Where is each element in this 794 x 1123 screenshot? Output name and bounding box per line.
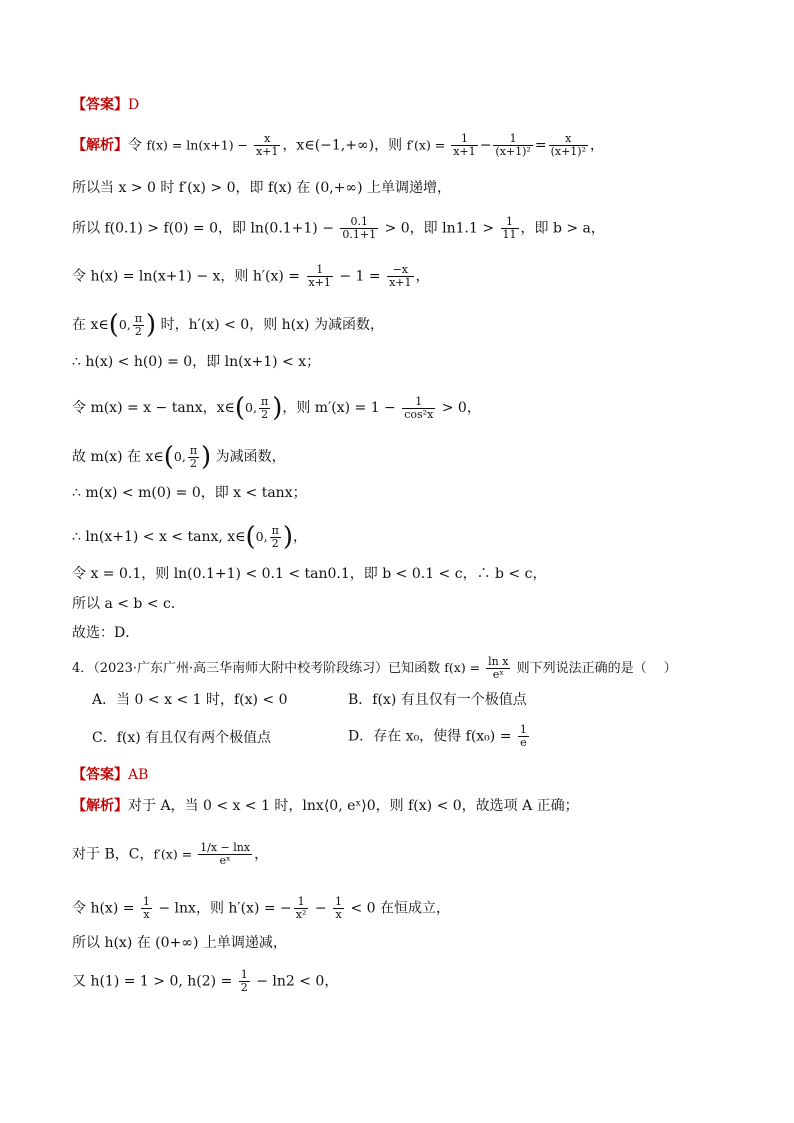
- answer-value: AB: [128, 767, 149, 783]
- denominator: 2: [271, 536, 279, 550]
- answer-value: D: [128, 97, 140, 113]
- text: D．存在 x₀，使得 f(x₀) =: [348, 728, 516, 745]
- solution-line-9: ∴ m(x) < m(0) = 0，即 x < tanx；: [72, 485, 307, 501]
- math: f(x) = ln(x+1) −: [146, 137, 253, 153]
- math: f′(x) =: [153, 846, 197, 862]
- text: ，x∈(−1,+∞)，则: [282, 137, 403, 154]
- fraction: [486, 656, 510, 681]
- numerator: 1: [335, 895, 343, 908]
- text: 对于 B，C，: [72, 846, 154, 863]
- denominator: 2: [189, 456, 197, 470]
- numerator: 1/x − lnx: [200, 841, 251, 854]
- solution2-line-5: [72, 969, 338, 994]
- fraction: [188, 445, 199, 470]
- denominator: eˣ: [492, 668, 504, 681]
- answer-line-1: [72, 96, 139, 114]
- denominator: x+1: [389, 276, 412, 289]
- fraction: [333, 896, 344, 921]
- solution-line-11: 令 x = 0.1，则 ln(0.1+1) < 0.1 < tan0.1，即 b < 0.1 < c，∴ b < c，: [72, 566, 547, 582]
- fraction: [294, 896, 309, 921]
- fraction: [549, 133, 588, 158]
- text: 又 h(1) = 1 > 0, h(2) =: [72, 973, 237, 990]
- solution-line-7: 令 m(x) = x − tanx，x∈(0, $\frac{\pi}{2}$ )，则 m′(x) = 1 − $\frac{1}{\text{cos²x}}$ > 0，: [72, 393, 481, 423]
- numerator: π: [134, 311, 143, 325]
- fraction: [451, 133, 477, 158]
- numerator: ln x: [488, 655, 509, 668]
- solution-label: 【解析】: [72, 137, 128, 154]
- numerator: π: [271, 523, 279, 537]
- text: 令 h(x) =: [72, 900, 139, 917]
- fraction: [254, 133, 280, 158]
- solution-label: 【解析】: [72, 798, 128, 814]
- denominator: 2: [261, 407, 269, 421]
- solution2-line-2: [72, 842, 268, 867]
- numerator: 1: [493, 133, 532, 146]
- denominator: 2: [134, 324, 142, 338]
- denominator: x+1: [453, 145, 476, 158]
- denominator: e: [520, 736, 527, 749]
- answer-label: 【答案】: [72, 767, 128, 783]
- numerator: −x: [387, 264, 413, 277]
- denominator: x²: [295, 908, 307, 921]
- solution-line-1: 【解析】令 f(x) = ln(x+1) − $\frac{x}{x+1}$ ，x∈(−1,+∞)，则 f′(x) = $\frac{1}{x+1}$ − $\frac{1}{\text{(x+1)²}}$ = $\frac{x}{\text{(x+1)²}}$ ，: [72, 132, 604, 158]
- math: f(x) =: [444, 660, 485, 675]
- numerator: 1: [307, 264, 333, 277]
- denominator: x+1: [256, 145, 279, 158]
- numerator: 1: [451, 133, 477, 146]
- fraction: [340, 216, 378, 241]
- denominator: (x+1)²: [495, 145, 531, 158]
- numerator: x: [549, 133, 588, 146]
- denominator: eˣ: [219, 854, 231, 867]
- solution2-line-4: 所以 h(x) 在 (0+∞) 上单调递减，: [72, 935, 287, 951]
- text: 在 x∈: [72, 317, 109, 333]
- text: ，则 m′(x) = 1 −: [282, 400, 401, 416]
- fraction: [307, 264, 333, 289]
- solution-line-6: ∴ h(x) < h(0) = 0，即 ln(x+1) < x；: [72, 354, 321, 370]
- fraction: [501, 216, 519, 241]
- solution-line-13: 故选：D．: [72, 625, 140, 641]
- text: > 0，即 ln1.1 >: [380, 220, 499, 237]
- text: 令 h(x) = ln(x+1) − x，则 h′(x) =: [72, 268, 305, 285]
- solution-line-5: 在 x∈(0, $\frac{\pi}{2}$ ) 时，h′(x) < 0，则 h(x) 为减函数，: [72, 310, 384, 340]
- text: − ln2 < 0，: [251, 973, 339, 990]
- fraction: [402, 396, 435, 421]
- numerator: 1: [294, 896, 309, 909]
- fraction: [493, 133, 532, 158]
- denominator: 11: [502, 228, 517, 241]
- text: 所以 f(0.1) > f(0) = 0，即 ln(0.1+1) −: [72, 220, 339, 237]
- text: < 0 在恒成立，: [346, 900, 451, 917]
- text: − lnx，则 h′(x) = −: [153, 900, 292, 917]
- fraction: [518, 724, 529, 749]
- text: 为减函数，: [211, 449, 286, 465]
- answer-line-2: [72, 766, 148, 784]
- solution-line-3: [72, 216, 605, 241]
- solution2-line-3: [72, 896, 450, 921]
- solution-line-10: ∴ ln(x+1) < x < tanx, x∈(0, $\frac{\pi}{2}$ )，: [72, 522, 307, 552]
- denominator: 2: [240, 981, 248, 994]
- answer-label: 【答案】: [72, 97, 128, 113]
- numerator: π: [260, 394, 269, 408]
- text: ，: [293, 529, 307, 545]
- fraction: [198, 842, 252, 867]
- fraction: [133, 313, 144, 338]
- solution2-line-1: [72, 797, 579, 815]
- text: 令 m(x) = x − tanx，x∈: [72, 400, 235, 416]
- text: 对于 A，当 0 < x < 1 时，lnx⟨0, eˣ⟩0，则 f(x) < 0，故选项 A 正确；: [128, 798, 579, 814]
- text: 4．（2023·广东广州·高三华南师大附中校考阶段练习）已知函数: [72, 661, 445, 676]
- option-c: C．f(x) 有且仅有两个极值点: [92, 730, 272, 746]
- fraction: [387, 264, 413, 289]
- denominator: 0.1+1: [342, 228, 377, 241]
- option-a: A．当 0 < x < 1 时，f(x) < 0: [92, 692, 288, 708]
- text: ，即 b > a，: [520, 220, 605, 237]
- numerator: 0.1: [340, 216, 378, 229]
- text: 时，h′(x) < 0，则 h(x) 为减函数，: [156, 317, 384, 333]
- solution-line-12: 所以 a < b < c．: [72, 596, 185, 612]
- numerator: π: [189, 443, 198, 457]
- text: ，: [590, 137, 604, 154]
- question-4-stem: [72, 656, 677, 681]
- fraction: [141, 896, 152, 921]
- text: ∴ ln(x+1) < x < tanx, x∈: [72, 529, 246, 545]
- denominator: (x+1)²: [550, 145, 586, 158]
- text: ，: [254, 846, 269, 863]
- text: 令: [128, 137, 147, 154]
- solution-line-4: [72, 264, 430, 289]
- denominator: x: [143, 908, 150, 921]
- denominator: x+1: [308, 276, 331, 289]
- text: − 1 =: [334, 268, 386, 285]
- option-d: [348, 724, 531, 749]
- text: > 0，: [437, 400, 481, 416]
- numerator: 1: [142, 895, 150, 908]
- fraction: [239, 969, 250, 994]
- denominator: cos²x: [404, 407, 434, 421]
- math: f′(x) =: [406, 137, 450, 153]
- text: 故 m(x) 在 x∈: [72, 449, 164, 465]
- fraction: [259, 396, 270, 421]
- numerator: 1: [240, 968, 248, 981]
- fraction: [270, 525, 281, 550]
- text: ，: [415, 268, 430, 285]
- denominator: x: [335, 908, 342, 921]
- option-b: B．f(x) 有且仅有一个极值点: [348, 692, 527, 708]
- numerator: 1: [501, 216, 519, 229]
- solution-line-2: 所以当 x > 0 时 f′(x) > 0，即 f(x) 在 (0,+∞) 上单调递增，: [72, 180, 451, 196]
- numerator: 1: [519, 723, 527, 736]
- text: 则下列说法正确的是（ ）: [512, 661, 677, 676]
- numerator: 1: [402, 396, 435, 409]
- numerator: x: [254, 133, 280, 146]
- text: −: [310, 900, 332, 917]
- solution-line-8: 故 m(x) 在 x∈(0, $\frac{\pi}{2}$ ) 为减函数，: [72, 442, 286, 472]
